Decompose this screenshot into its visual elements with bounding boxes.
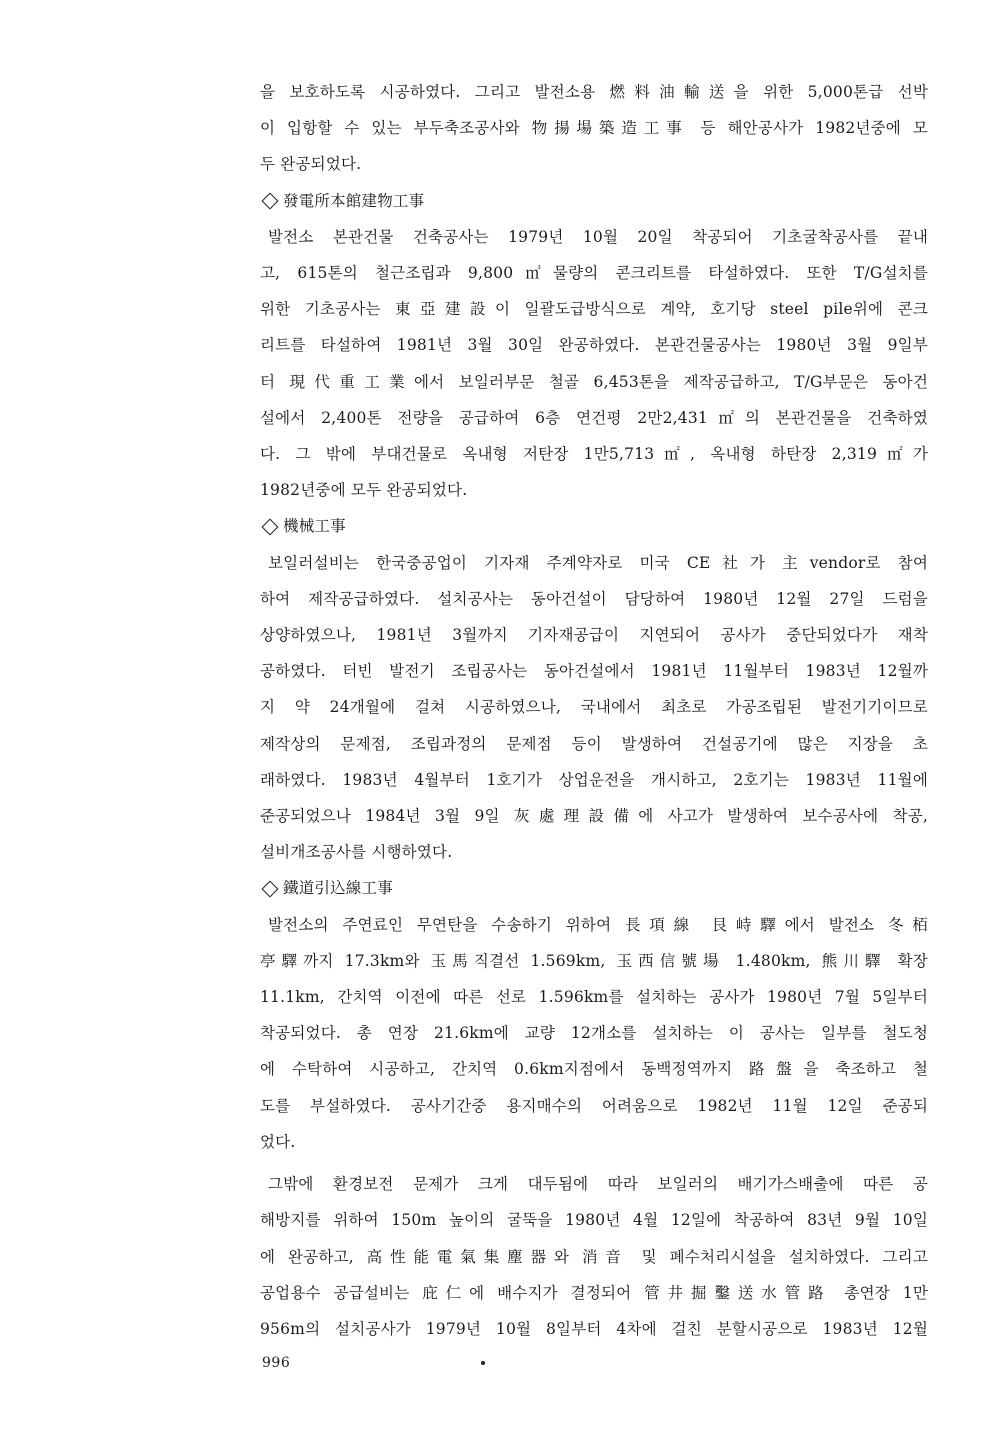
text-line: 보일러설비는 한국중공업이 기자재 주계약자로 미국 CE社가 主vendor로 참여 bbox=[268, 553, 928, 572]
section-heading-text: 機械工事 bbox=[283, 517, 346, 536]
paragraph-2 bbox=[260, 219, 928, 509]
section-heading-text: 鐵道引込線工事 bbox=[283, 879, 393, 898]
scan-speck bbox=[481, 1361, 485, 1365]
paragraph-4 bbox=[260, 907, 928, 1160]
text-line: 발전소의 주연료인 무연탄을 수송하기 위하여 長項線 艮峙驛에서 발전소 冬栢 bbox=[268, 915, 928, 934]
page-body bbox=[260, 74, 928, 1347]
paragraph-1 bbox=[260, 74, 928, 183]
text-line: 을 보호하도록 시공하였다. 그리고 발전소용 燃料油輸送을 위한 5,000톤급 선박 bbox=[260, 83, 928, 101]
text-line: 준공되었으나 1984년 3월 9일 灰處理設備에 사고가 발생하여 보수공사에 착공, bbox=[260, 807, 928, 826]
section-heading-railway-siding bbox=[260, 870, 928, 906]
text-line: 래하였다. 1983년 4월부터 1호기가 상업운전을 개시하고, 2호기는 1983년 11월에 bbox=[260, 770, 928, 789]
text-line: 지 약 24개월에 걸쳐 시공하였으나, 국내에서 최초로 가공조립된 발전기기이므로 bbox=[260, 698, 928, 717]
text-line: 956m의 설치공사가 1979년 10월 8일부터 4차에 걸친 분할시공으로 1983년 12월 bbox=[260, 1319, 928, 1338]
text-line: 에 완공하고, 高性能電氣集塵器와 消音 및 폐수처리시설을 설치하였다. 그리고 bbox=[260, 1247, 928, 1266]
text-line: 발전소 본관건물 건축공사는 1979년 10월 20일 착공되어 기초굴착공사를 끝내 bbox=[268, 227, 928, 246]
text-line: 상양하였으나, 1981년 3월까지 기자재공급이 지연되어 공사가 중단되었다가 재착 bbox=[260, 626, 928, 645]
text-line: 고, 615톤의 철근조립과 9,800㎥물량의 콘크리트를 타설하였다. 또한 T/G설치를 bbox=[260, 264, 928, 283]
diamond-outline-icon bbox=[262, 192, 279, 209]
text-line: 11.1km, 간치역 이전에 따른 선로 1.596km를 설치하는 공사가 1980년 7월 5일부터 bbox=[260, 988, 928, 1007]
text-line: 공하였다. 터빈 발전기 조립공사는 동아건설에서 1981년 11월부터 1983년 12월까 bbox=[260, 662, 928, 681]
text-line: 리트를 타설하여 1981년 3월 30일 완공하였다. 본관건물공사는 1980년 3월 9일부 bbox=[260, 336, 928, 355]
text-line: 다. 그 밖에 부대건물로 옥내형 저탄장 1만5,713㎡, 옥내형 하탄장 2,319㎡가 bbox=[260, 445, 928, 464]
section-heading-text: 發電所本館建物工事 bbox=[283, 191, 425, 210]
text-line: 터 現代重工業에서 보일러부문 철골 6,453톤을 제작공급하고, T/G부문은 동아건 bbox=[260, 372, 928, 391]
text-line: 었다. bbox=[260, 1132, 296, 1151]
text-line: 그밖에 환경보전 문제가 크게 대두됨에 따라 보일러의 배기가스배출에 따른 공 bbox=[268, 1175, 928, 1194]
text-line: 도를 부설하였다. 공사기간중 용지매수의 어려움으로 1982년 11월 12일 준공되 bbox=[260, 1096, 928, 1115]
text-line: 1982년중에 모두 완공되었다. bbox=[260, 481, 468, 500]
text-line: 亭驛까지 17.3km와 玉馬직결선 1.569km, 玉西信號場 1.480km, 熊川驛 확장 bbox=[260, 951, 928, 970]
diamond-outline-icon bbox=[262, 880, 279, 897]
text-line: 위한 기초공사는 東亞建設이 일괄도급방식으로 계약, 호기당 steel pile위에 콘크 bbox=[260, 300, 928, 319]
text-line: 공업용수 공급설비는 庇仁에 배수지가 결정되어 管井掘鑿送水管路 총연장 1만 bbox=[260, 1283, 928, 1302]
text-line: 두 완공되었다. bbox=[260, 155, 362, 174]
paragraph-5 bbox=[260, 1166, 928, 1347]
diamond-outline-icon bbox=[262, 518, 279, 535]
page-number: 996 bbox=[262, 1355, 291, 1371]
text-line: 해방지를 위하여 150m 높이의 굴뚝을 1980년 4월 12일에 착공하여 83년 9월 10일 bbox=[260, 1211, 928, 1230]
text-line: 제작상의 문제점, 조립과정의 문제점 등이 발생하여 건설공기에 많은 지장을 초 bbox=[260, 734, 928, 753]
text-line: 이 입항할 수 있는 부두축조공사와 物揚場築造工事 등 해안공사가 1982년중에 모 bbox=[260, 119, 928, 138]
text-line: 하여 제작공급하였다. 설치공사는 동아건설이 담당하여 1980년 12월 27일 드럼을 bbox=[260, 589, 928, 608]
text-line: 착공되었다. 총 연장 21.6km에 교량 12개소를 설치하는 이 공사는 일부를 철도청 bbox=[260, 1024, 928, 1043]
text-line: 에 수탁하여 시공하고, 간치역 0.6km지점에서 동백정역까지 路盤을 축조하고 철 bbox=[260, 1060, 928, 1079]
text-line: 설에서 2,400톤 전량을 공급하여 6층 연건평 2만2,431㎡의 본관건물을 건축하였 bbox=[260, 408, 928, 427]
section-heading-power-plant-building bbox=[260, 183, 928, 219]
section-heading-mechanical-works bbox=[260, 508, 928, 544]
paragraph-3 bbox=[260, 545, 928, 871]
text-line: 설비개조공사를 시행하였다. bbox=[260, 843, 453, 862]
